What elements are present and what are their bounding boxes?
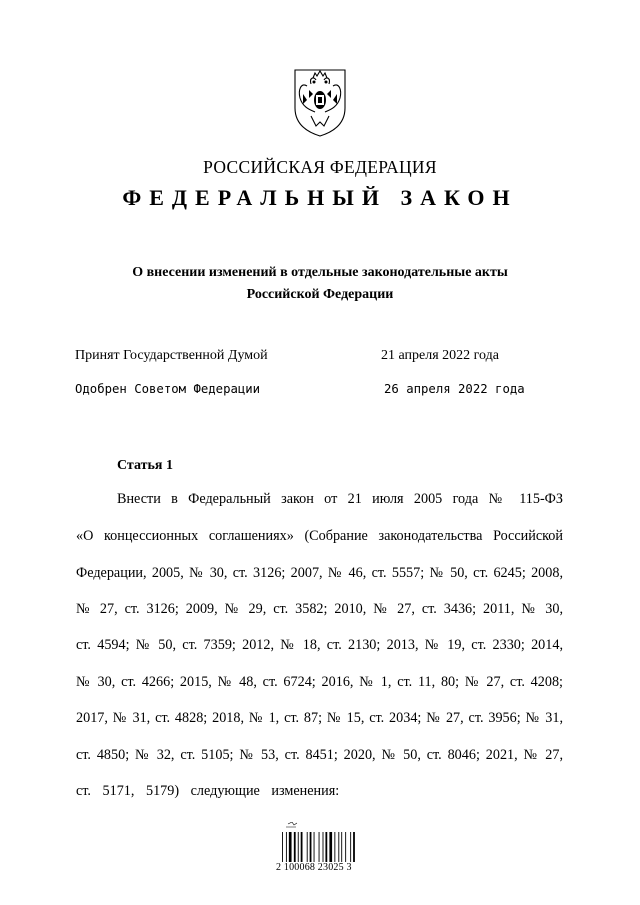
article-text-line: «О концессионных соглашениях» (Собрание законодательства Российской [76, 528, 563, 544]
article-text-line: № 30, ст. 4266; 2015, № 48, ст. 6724; 2016, № 1, ст. 11, 80; № 27, ст. 4208; [76, 674, 563, 690]
article-text-line: Внести в Федеральный закон от 21 июля 2005 года № 115-ФЗ [117, 491, 563, 507]
article-text-line: Федерации, 2005, № 30, ст. 3126; 2007, № 46, ст. 5557; № 50, ст. 6245; 2008, [76, 565, 563, 581]
duma-adoption-label: Принят Государственной Думой [75, 348, 268, 363]
article-text-line: ст. 5171, 5179) следующие изменения: [76, 783, 340, 799]
article-text-line: № 27, ст. 3126; 2009, № 29, ст. 3582; 2010, № 27, ст. 3436; 2011, № 30, [76, 601, 563, 617]
law-subject-line-1: О внесении изменений в отдельные законодательные акты [132, 265, 508, 280]
country-name: РОССИЙСКАЯ ФЕДЕРАЦИЯ [203, 157, 437, 177]
article-text-line: ст. 4850; № 32, ст. 5105; № 53, ст. 8451; 2020, № 50, ст. 8046; 2021, № 27, [76, 747, 563, 763]
article-text-line: ст. 4594; № 50, ст. 7359; 2012, № 18, ст. 2130; 2013, № 19, ст. 2330; 2014, [76, 637, 563, 653]
article-text-line: 2017, № 31, ст. 4828; 2018, № 1, ст. 87; № 15, ст. 2034; № 27, ст. 3956; № 31, [76, 710, 563, 726]
barcode-number: 2 100068 23025 3 [276, 862, 352, 873]
law-subject [0, 262, 640, 306]
state-emblem-icon [289, 64, 351, 138]
duma-adoption-date: 21 апреля 2022 года [381, 348, 499, 363]
council-approval-date: 26 апреля 2022 года [384, 382, 525, 396]
article-title: Статья 1 [117, 458, 173, 473]
document-type: ФЕДЕРАЛЬНЫЙ ЗАКОН [122, 185, 518, 210]
law-subject-line-2: Российской Федерации [246, 287, 394, 302]
council-approval-label: Одобрен Советом Федерации [75, 382, 261, 396]
